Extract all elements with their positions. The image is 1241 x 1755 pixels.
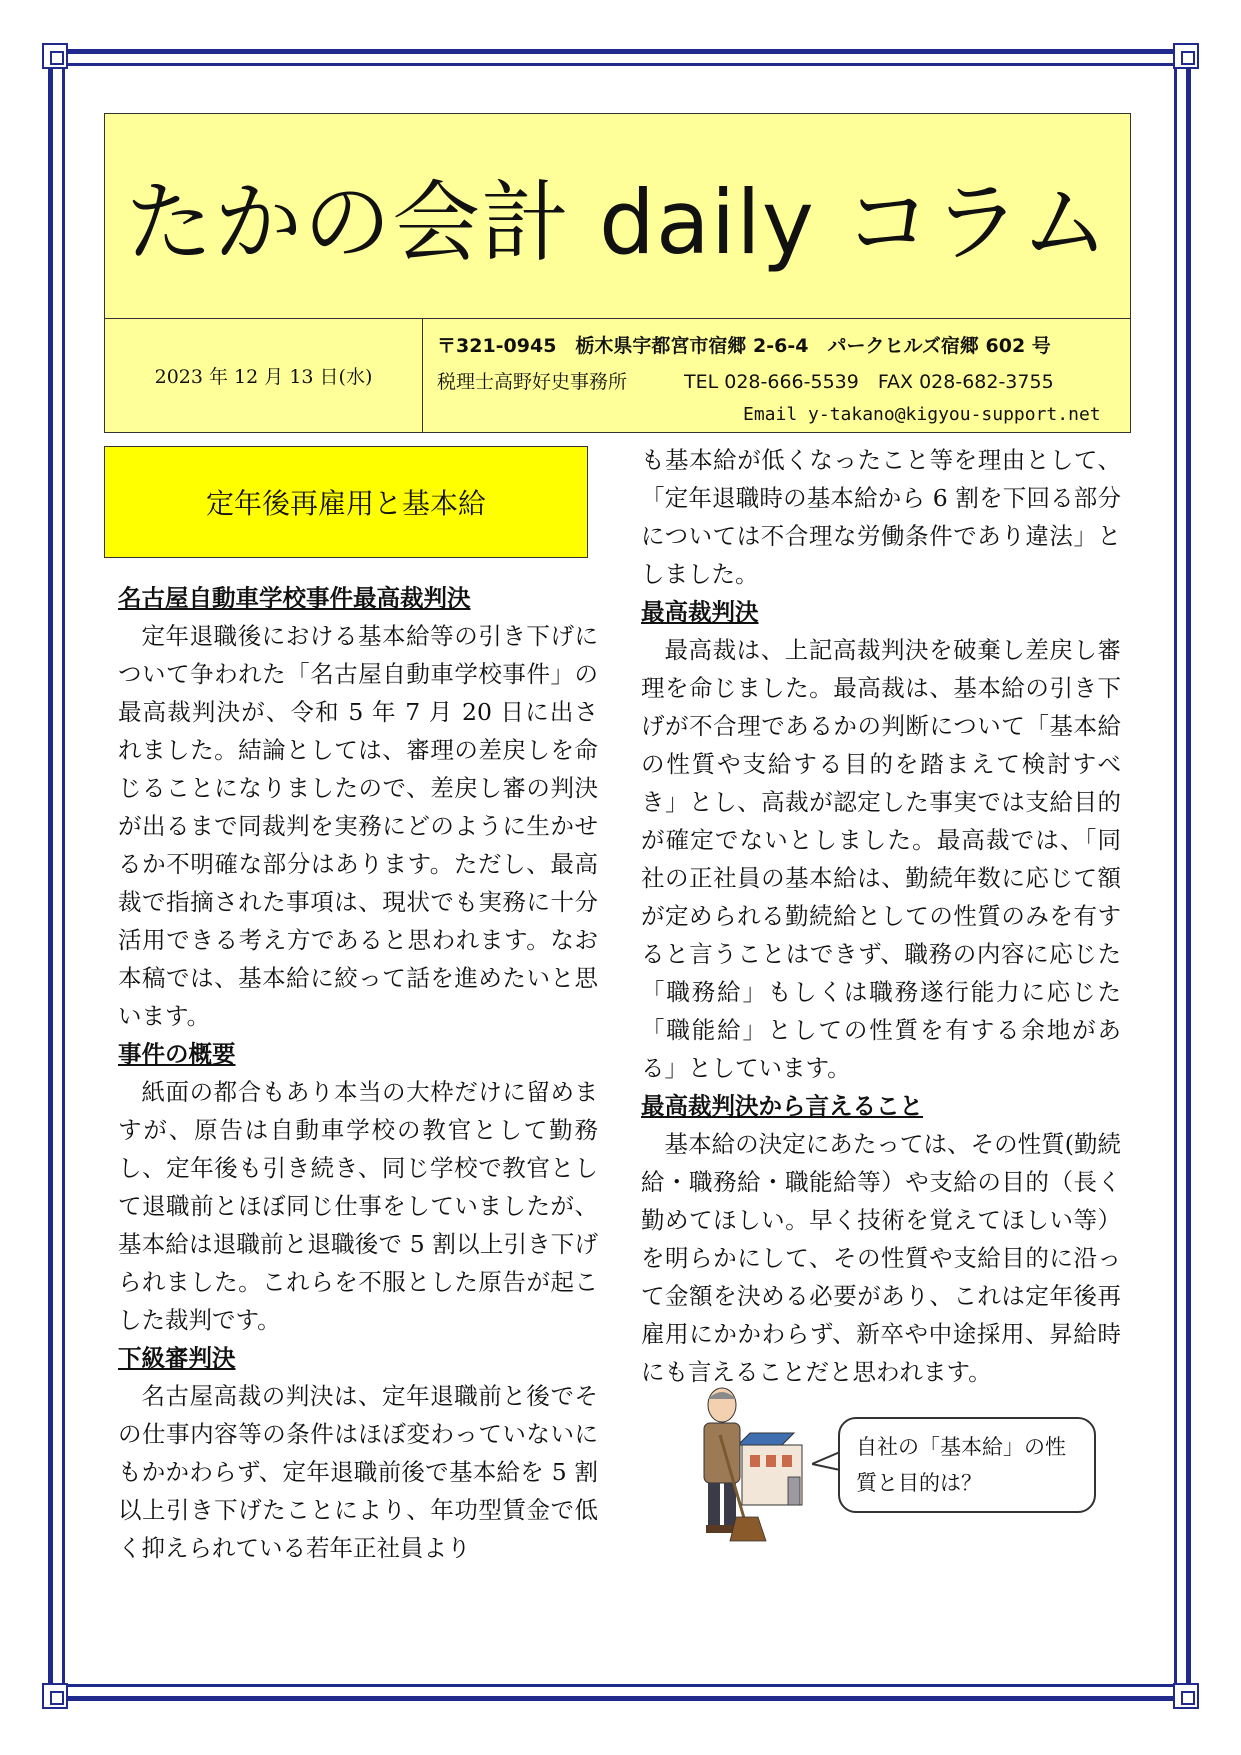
article-column-right [641,441,1121,1391]
section-title: 下級審判決 [118,1344,236,1372]
section-body: 最高裁は、上記高裁判決を破棄し差戻し審理を命じました。最高裁は、基本給の引き下げが不合理であるかの判断について「基本給の性質や支給する目的を踏まえて検討すべき」とし、高裁が認定した事実では支給目的が確定でないとしました。最高裁では、「同社の正社員の基本給は、勤続年数に応じて額が定められる勤続給としての性質のみを有すると言うことはできず、職務の内容に応じた「職務給」もしくは職務遂行能力に応じた「職能給」としての性質を有する余地がある」としています。 [641,636,1121,1082]
newsletter-header [104,113,1131,433]
corner-ornament [1173,1683,1199,1709]
corner-ornament [42,43,68,69]
office-email: Email y-takano@kigyou-support.net [743,404,1101,425]
article-column-left [118,579,598,1567]
old-man-sweeping-icon [690,1385,830,1545]
office-name-phone: 税理士高野好史事務所 TEL 028-666-5539 FAX 028-682-3755 [437,371,1054,393]
section-title: 事件の概要 [118,1040,236,1068]
issue-date: 2023 年 12 月 13 日(水) [105,319,423,432]
article-heading: 定年後再雇用と基本給 [104,446,588,558]
section-body-continued: も基本給が低くなったこと等を理由として、「定年退職時の基本給から 6 割を下回る部分については不合理な労働条件であり違法」としました。 [641,446,1121,588]
newsletter-title: たかの会計 daily コラム [105,114,1130,319]
section-title: 最高裁判決から言えること [641,1092,923,1120]
section-body: 基本給の決定にあたっては、その性質(勤続給・職務給・職能給等）や支給の目的（長く勤めてほしい。早く技術を覚えてほしい等）を明らかにして、その性質や支給目的に沿って金額を決める必要があり、これは定年後再雇用にかかわらず、新卒や中途採用、昇給時にも言えることだと思われます。 [641,1130,1121,1386]
section-title: 名古屋自動車学校事件最高裁判決 [118,584,471,612]
corner-ornament [1173,43,1199,69]
office-address: 〒321-0945 栃木県宇都宮市宿郷 2-6-4 パークヒルズ宿郷 602 号 [437,335,1051,357]
section-body: 定年退職後における基本給等の引き下げについて争われた「名古屋自動車学校事件」の最高裁判決が、令和 5 年 7 月 20 日に出されました。結論としては、審理の差戻しを命じることになりましたので、差戻し審の判決が出るまで同裁判を実務にどのように生かせるか不明確な部分はあります。ただし、最高裁で指摘された事項は、現状でも実務に十分活用できる考え方であると思われます。なお本稿では、基本給に絞って話を進めたいと思います。 [118,622,598,1030]
speech-bubble: 自社の「基本給」の性質と目的は？ [838,1417,1096,1513]
office-info [423,319,1130,432]
section-body: 紙面の都合もあり本当の大枠だけに留めますが、原告は自動車学校の教官として勤務し、定年後も引き続き、同じ学校で教官として退職前とほぼ同じ仕事をしていましたが、基本給は退職前と退職後で 5 割以上引き下げられました。これらを不服とした原告が起こした裁判です。 [118,1078,598,1334]
section-title: 最高裁判決 [641,598,759,626]
section-body: 名古屋高裁の判決は、定年退職前と後でその仕事内容等の条件はほぼ変わっていないにもかかわらず、定年退職前後で基本給を 5 割以上引き下げたことにより、年功型賃金で低く抑えられている若年正社員より [118,1382,598,1562]
corner-ornament [42,1683,68,1709]
